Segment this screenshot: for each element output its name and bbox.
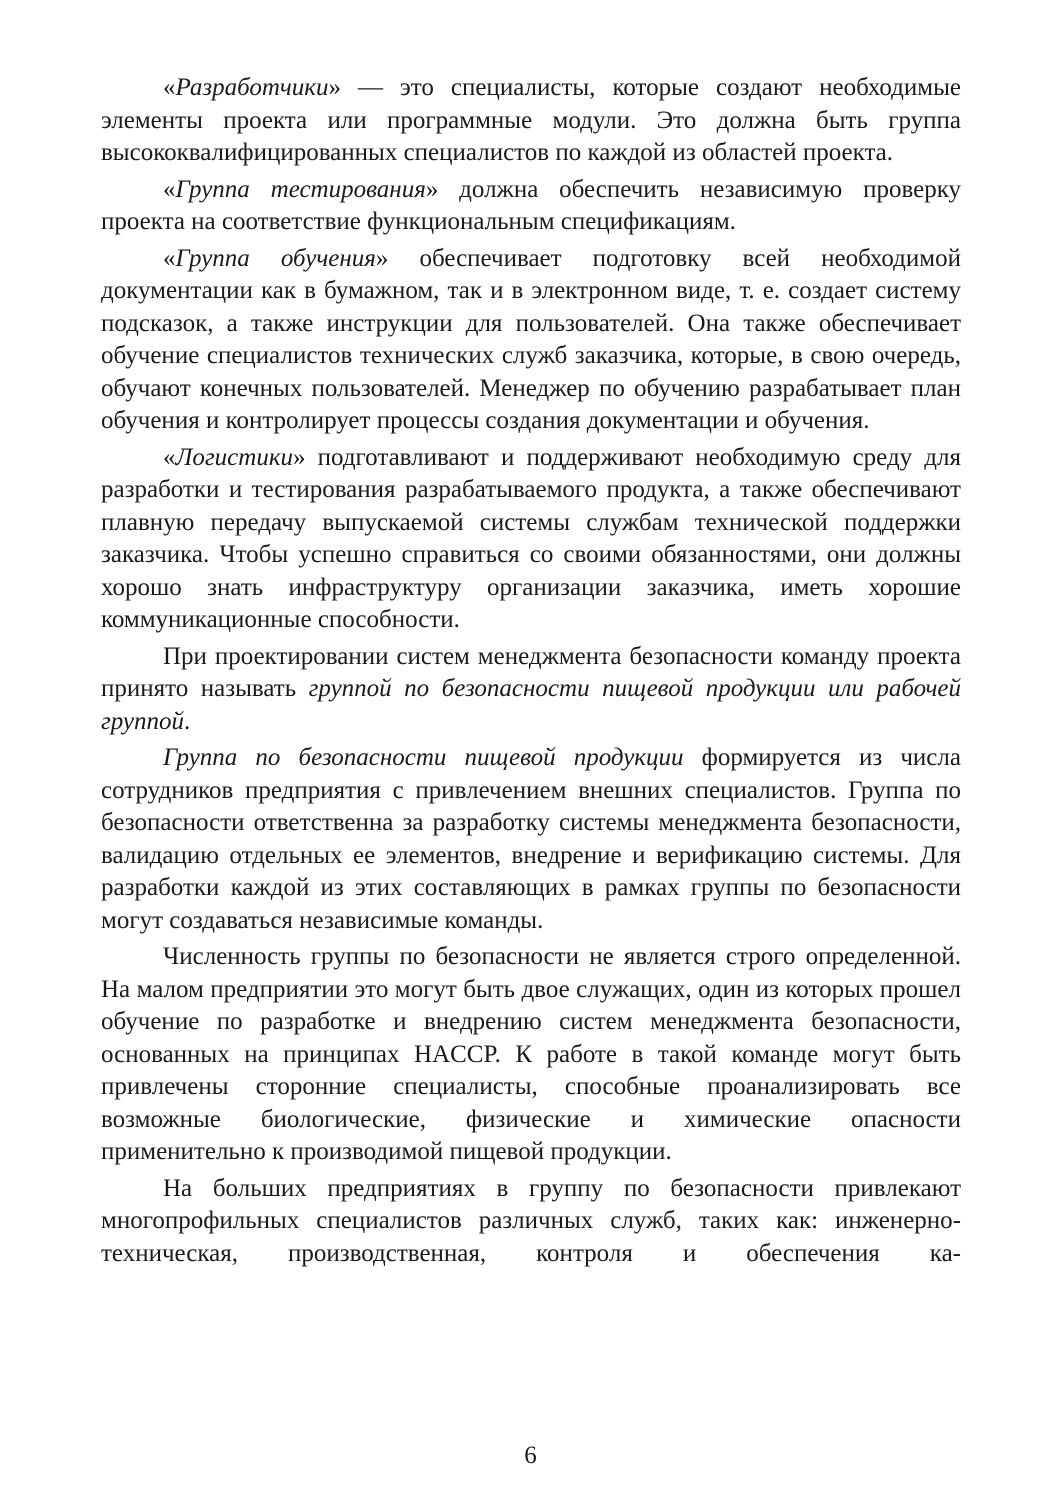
- paragraph-training-group: [101, 243, 961, 438]
- paragraph-5-post: .: [184, 707, 191, 735]
- paragraph-testing-group: [101, 174, 961, 239]
- paragraph-large-enterprises: [101, 1173, 961, 1271]
- paragraph-food-safety-team-formation: [101, 742, 961, 937]
- paragraph-2-post: » должна обеспечить независимую проверку проекта на соответствие функциональным спецификациям.: [101, 175, 961, 235]
- paragraph-4-term: Логистики: [175, 443, 294, 471]
- page-number: 6: [524, 1442, 537, 1469]
- paragraph-6-post: формируется из числа сотрудников предприятия с привлечением внешних специалистов. Группа по безопасности ответственна за разработку системы менеджмента безопасности, валидацию отдельных ее элементов, внедрение и верификацию системы. Для разработки каждой из этих составляющих в рамках группы по безопасности могут создаваться независимые команды.: [101, 744, 961, 934]
- paragraph-3-pre: «: [163, 244, 176, 272]
- paragraph-3-term: Группа обучения: [175, 244, 376, 272]
- body-text: [101, 72, 961, 1274]
- paragraph-6-term: Группа по безопасности пищевой продукции: [163, 744, 684, 771]
- paragraph-logistics: [101, 442, 961, 637]
- paragraph-1-term: Разработчики: [175, 74, 329, 101]
- paragraph-developers: [101, 72, 961, 170]
- paragraph-4-post: » подготавливают и поддерживают необходимую среду для разработки и тестирования разрабатываемого продукта, а также обеспечивают плавную передачу выпускаемой системы службам технической поддержки заказчика. Чтобы успешно справиться со своими обязанностями, они должны хорошо знать инфраструктуру организации заказчика, иметь хорошие коммуникационные способности.: [101, 443, 961, 633]
- paragraph-1-pre: «: [163, 74, 176, 101]
- paragraph-1-post: » — это специалисты, которые создают необходимые элементы проекта или программные модули. Это должна быть группа высококвалифицированных специалистов по каждой из областей проекта.: [101, 74, 961, 166]
- paragraph-2-term: Группа тестирования: [175, 175, 426, 203]
- paragraph-5-pre: При проектировании систем менеджмента безопасности команду проекта принято называть: [101, 642, 961, 702]
- paragraph-8-pre: На больших предприятиях в группу по безопасности привлекают многопрофильных специалистов различных служб, таких как: инженерно-техническая, производственная, контроля и обеспечения ка-: [101, 1174, 961, 1267]
- paragraph-4-pre: «: [163, 443, 176, 471]
- paragraph-team-size: [101, 941, 961, 1169]
- paragraph-2-pre: «: [163, 175, 176, 203]
- paragraph-5-term: группой по безопасности пищевой продукции или рабочей группой: [101, 675, 961, 735]
- paragraph-food-safety-team-intro: [101, 641, 961, 739]
- paragraph-7-pre: Численность группы по безопасности не является строго определенной. На малом предприятии это могут быть двое служащих, один из которых прошел обучение по разработке и внедрению систем менеджмента безопасности, основанных на принципах HACCP. К работе в такой команде могут быть привлечены сторонние специалисты, способные проанализировать все возможные биологические, физические и химические опасности применительно к производимой пищевой продукции.: [101, 943, 961, 1165]
- paragraph-3-post: » обеспечивает подготовку всей необходимой документации как в бумажном, так и в электронном виде, т. е. создает систему подсказок, а также инструкции для пользователей. Она также обеспечивает обучение специалистов технических служб заказчика, которые, в свою очередь, обучают конечных пользователей. Менеджер по обучению разрабатывает план обучения и контролирует процессы создания документации и обучения.: [101, 244, 961, 434]
